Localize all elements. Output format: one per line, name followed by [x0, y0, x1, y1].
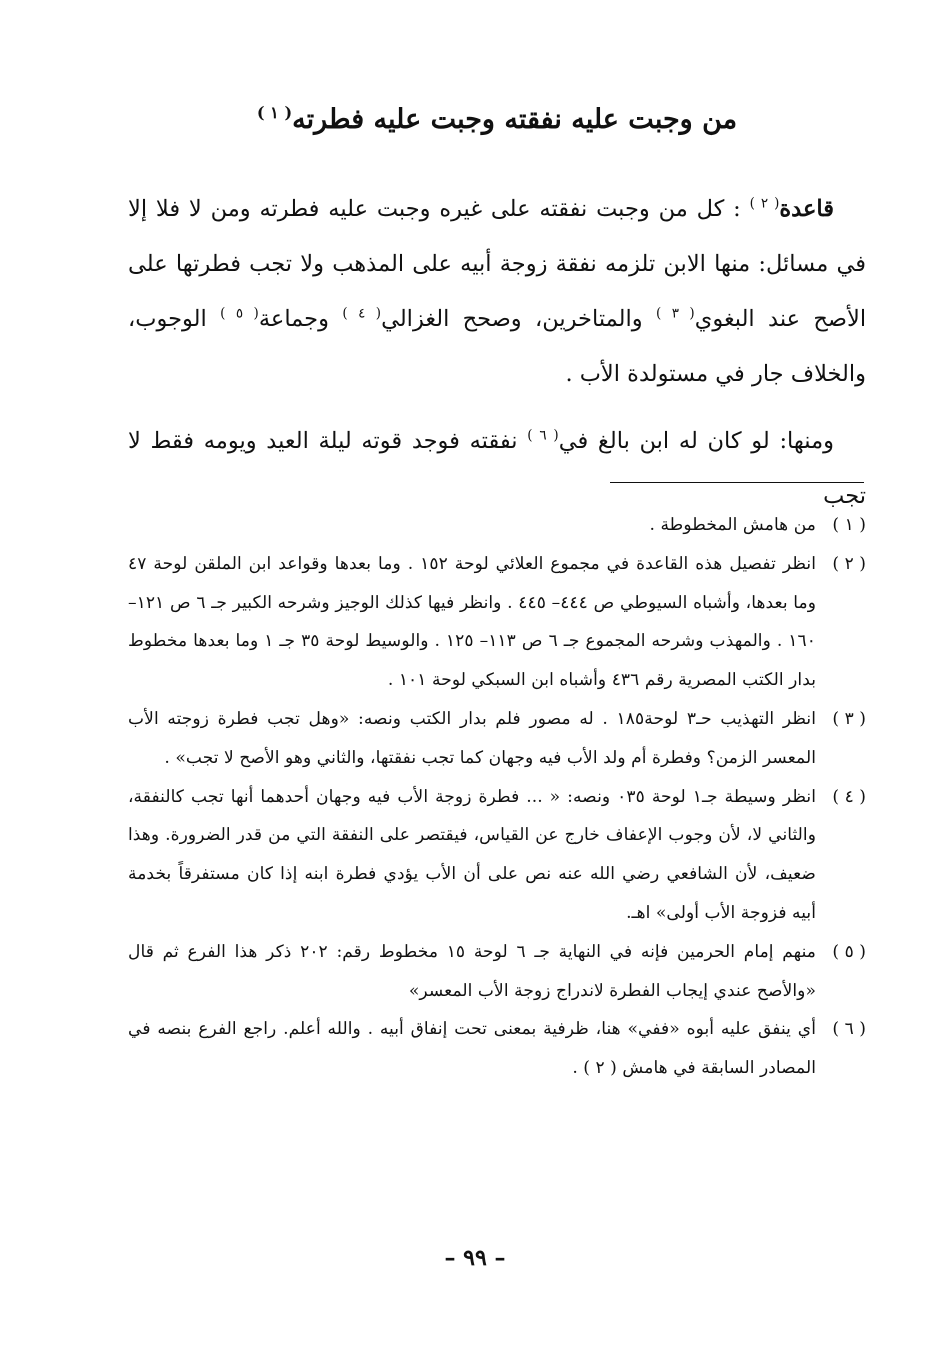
page-title: [128, 100, 866, 140]
rule-label: قاعدة: [779, 196, 835, 222]
rule-text-d: الوجوب، والخلاف جار في مستولدة الأب .: [128, 306, 866, 387]
footnote-text: انظر التهذيب حـ٣ لوحة١٨٥ . له مصور فلم بدار الكتب ونصه: «وهل تجب فطرة زوجته الأب المعسر الزمن؟ وفطرة أم ولد الأب فيه وجهان كما تجب نفقتها، والثاني وهو الأصح لا تجب» .: [128, 708, 816, 768]
paragraph-rule: [128, 182, 866, 402]
footnote-ref-3[interactable]: ( ٣ ): [655, 305, 695, 322]
page-number: – ٩٩ –: [444, 1245, 506, 1271]
footnote-2: [128, 545, 866, 700]
footnote-4: [128, 778, 866, 933]
footnote-5: [128, 933, 866, 1011]
footnotes: [128, 506, 866, 1088]
footnote-text: انظر تفصيل هذه القاعدة في مجموع العلائي لوحة ١٥٢ . وما بعدها وقواعد ابن الملقن لوحة ٤٧ وما بعدها، وأشباه السيوطي ص ٤٤٤– ٤٤٥ . وانظر فيها كذلك الوجيز وشرحه الكبير جـ ٦ ص ١٢١– ١٦٠ . والمهذب وشرحه المجموع جـ ٦ ص ١١٣– ١٢٥ . والوسيط لوحة ٣٥ جـ ١ وما بعدها مخطوط بدار الكتب المصرية رقم ٤٣٦ وأشباه ابن السبكي لوحة ١٠١ .: [128, 553, 817, 691]
footnote-divider: [610, 482, 864, 483]
footnote-text: أي ينفق عليه أبوه «ففي» هنا، ظرفية بمعنى تحت إنفاق أبيه . والله أعلم. راجع الفرع بنصه في المصادر السابقة في هامش ( ٢ ) .: [128, 1019, 816, 1079]
footnote-number: ( ٦ ): [832, 1019, 866, 1040]
footnote-ref-5[interactable]: ( ٥ ): [220, 305, 259, 322]
footnote-number: ( ٤ ): [832, 786, 866, 807]
footnote-ref-2[interactable]: ( ٢ ): [749, 195, 780, 212]
footnote-number: ( ٥ ): [832, 941, 866, 962]
footnote-ref-6[interactable]: ( ٦ ): [527, 427, 559, 444]
title-text: من وجبت عليه نفقته وجبت عليه فطرته: [292, 104, 738, 135]
rule-text-c: وجماعة: [258, 306, 329, 332]
title-footnote-ref[interactable]: ( ١ ): [256, 103, 293, 122]
footnote-number: ( ٣ ): [832, 708, 866, 729]
footnote-ref-4[interactable]: ( ٤ ): [342, 305, 382, 322]
rule-text-a: : كل من وجبت نفقته على غيره وجبت عليه فطرته ومن لا فلا إلا في مسائل: منها الابن تلزمه نفقة زوجة أبيه على المذهب ولا تجب فطرتها على الأصح عند البغوي: [128, 196, 867, 332]
footnote-6: [128, 1010, 866, 1088]
footnote-text: انظر وسيطة جـ١ لوحة ٠٣٥ ونصه: « ... فطرة زوجة الأب فيه وجهان أحدهما أنها تجب كالنفقة، والثاني لا، لأن وجوب الإعفاف خارج عن القياس، فيقتصر على النفقة التي من قدر الضرورة. وهذا ضعيف، لأن الشافعي رضي الله عنه نص على أن الأب يؤدي فطرة ابنه إذا كان مستفرقاً بخدمة أبيه فزوجة الأب أولى» اهـ.: [128, 786, 816, 923]
footnote-text: من هامش المخطوطة .: [649, 515, 816, 535]
footnote-number: ( ٢ ): [832, 553, 866, 574]
footnote-3: [128, 700, 866, 778]
example-text-a: ومنها: لو كان له ابن بالغ في: [558, 428, 834, 454]
footnote-1: [128, 506, 866, 545]
footnote-number: ( ١ ): [832, 515, 866, 535]
example-text-b: نفقته فوجد قوته ليلة العيد ويومه فقط لا تجب: [128, 428, 866, 509]
main-text: [128, 182, 866, 524]
rule-text-b: والمتاخرين، وصحح الغزالي: [381, 306, 643, 332]
footnote-text: منهم إمام الحرمين فإنه في النهاية جـ ٦ لوحة ١٥ مخطوط رقم: ٢٠٢ ذكر هذا الفرع ثم قال «والأصح عندي إيجاب الفطرة لاندراج زوجة الأب المعسر»: [128, 941, 816, 1001]
